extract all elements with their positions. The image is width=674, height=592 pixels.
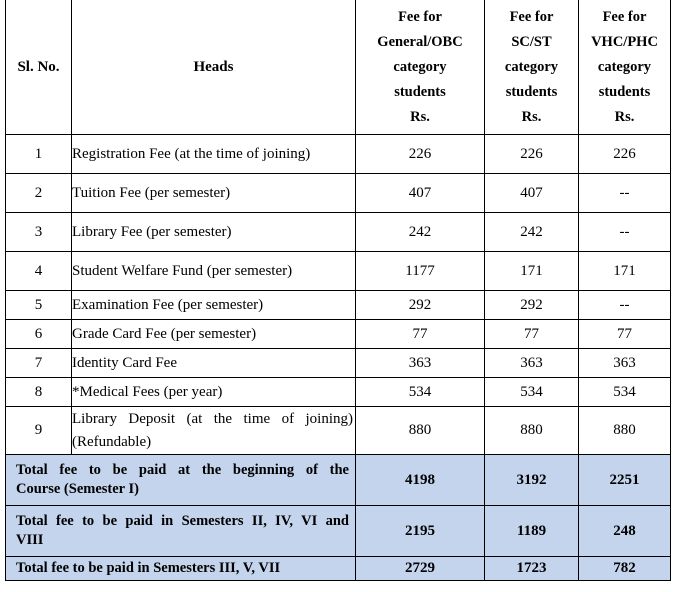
table-row <box>6 291 671 320</box>
total-row-label-line-1: Total fee to be paid in Semesters II, IV, VI and <box>16 513 349 529</box>
column-header-vhc-phc-line-3: category <box>597 58 652 75</box>
cell-head: Tuition Fee (per semester) <box>72 174 356 213</box>
total-row-label <box>6 506 356 557</box>
cell-head-line-1: Library Deposit (at the time of joining) <box>72 410 353 427</box>
column-header-vhc-phc-line-1: Fee for <box>602 8 647 25</box>
total-vhc-phc: 782 <box>579 557 671 581</box>
total-vhc-phc: 248 <box>579 506 671 557</box>
cell-sc-st: 534 <box>485 378 579 407</box>
table-header <box>6 0 671 135</box>
total-general-obc: 4198 <box>356 455 485 506</box>
cell-sc-st: 226 <box>485 135 579 174</box>
cell-sl-no: 6 <box>6 320 72 349</box>
cell-general-obc: 407 <box>356 174 485 213</box>
cell-sc-st: 292 <box>485 291 579 320</box>
cell-sc-st: 242 <box>485 213 579 252</box>
cell-general-obc: 880 <box>356 407 485 455</box>
column-header-sc-st-line-2: SC/ST <box>511 33 552 50</box>
column-header-general-obc-line-2: General/OBC <box>377 33 463 50</box>
total-row <box>6 557 671 581</box>
cell-sl-no: 4 <box>6 252 72 291</box>
cell-head <box>72 407 356 455</box>
cell-general-obc: 534 <box>356 378 485 407</box>
cell-sl-no: 3 <box>6 213 72 252</box>
total-row-label-line-2: VIII <box>16 532 44 548</box>
cell-vhc-phc: -- <box>579 174 671 213</box>
cell-sc-st: 171 <box>485 252 579 291</box>
cell-vhc-phc: -- <box>579 213 671 252</box>
table-row <box>6 252 671 291</box>
cell-general-obc: 77 <box>356 320 485 349</box>
column-header-vhc-phc-line-5: Rs. <box>614 108 635 125</box>
cell-sc-st: 407 <box>485 174 579 213</box>
column-header-general-obc-line-4: students <box>394 83 446 100</box>
cell-sc-st: 880 <box>485 407 579 455</box>
cell-head: Registration Fee (at the time of joining) <box>72 135 356 174</box>
table-row <box>6 320 671 349</box>
total-vhc-phc: 2251 <box>579 455 671 506</box>
column-header-heads: Heads <box>72 0 356 135</box>
total-sc-st: 3192 <box>485 455 579 506</box>
cell-sc-st: 363 <box>485 349 579 378</box>
cell-sl-no: 5 <box>6 291 72 320</box>
cell-head-line-2: (Refundable) <box>72 433 152 450</box>
table-row <box>6 213 671 252</box>
total-row-label-line-1: Total fee to be paid at the beginning of the <box>16 462 349 478</box>
total-row-label <box>6 455 356 506</box>
table-body <box>6 135 671 581</box>
table-row <box>6 407 671 455</box>
column-header-sc-st-line-1: Fee for <box>509 8 554 25</box>
total-sc-st: 1189 <box>485 506 579 557</box>
cell-head: Grade Card Fee (per semester) <box>72 320 356 349</box>
cell-vhc-phc: 880 <box>579 407 671 455</box>
total-row-label-line-2: Course (Semester I) <box>16 481 139 497</box>
cell-sl-no: 8 <box>6 378 72 407</box>
cell-sc-st: 77 <box>485 320 579 349</box>
cell-general-obc: 363 <box>356 349 485 378</box>
cell-sl-no: 7 <box>6 349 72 378</box>
table-row <box>6 174 671 213</box>
cell-sl-no: 1 <box>6 135 72 174</box>
column-header-vhc-phc-line-4: students <box>598 83 651 100</box>
cell-vhc-phc: 534 <box>579 378 671 407</box>
table-row <box>6 378 671 407</box>
cell-vhc-phc: -- <box>579 291 671 320</box>
column-header-sl-no: Sl. No. <box>6 0 72 135</box>
cell-general-obc: 292 <box>356 291 485 320</box>
total-row <box>6 455 671 506</box>
cell-vhc-phc: 226 <box>579 135 671 174</box>
cell-head: *Medical Fees (per year) <box>72 378 356 407</box>
cell-head: Identity Card Fee <box>72 349 356 378</box>
column-header-general-obc-line-1: Fee for <box>398 8 442 25</box>
cell-head: Student Welfare Fund (per semester) <box>72 252 356 291</box>
column-header-sc-st-line-5: Rs. <box>521 108 542 125</box>
column-header-sc-st-line-4: students <box>505 83 558 100</box>
cell-head: Library Fee (per semester) <box>72 213 356 252</box>
cell-general-obc: 226 <box>356 135 485 174</box>
cell-general-obc: 242 <box>356 213 485 252</box>
table-row <box>6 349 671 378</box>
cell-general-obc: 1177 <box>356 252 485 291</box>
column-header-general-obc-line-3: category <box>393 58 447 75</box>
fee-structure-table-container <box>5 0 670 581</box>
total-general-obc: 2195 <box>356 506 485 557</box>
cell-head: Examination Fee (per semester) <box>72 291 356 320</box>
column-header-vhc-phc-line-2: VHC/PHC <box>591 33 658 50</box>
cell-sl-no: 2 <box>6 174 72 213</box>
total-sc-st: 1723 <box>485 557 579 581</box>
fee-structure-table <box>5 0 671 581</box>
total-row <box>6 506 671 557</box>
column-header-vhc-phc <box>579 0 671 135</box>
column-header-general-obc <box>356 0 485 135</box>
cell-vhc-phc: 171 <box>579 252 671 291</box>
column-header-sc-st-line-3: category <box>504 58 559 75</box>
column-header-general-obc-line-5: Rs. <box>410 108 430 125</box>
table-row <box>6 135 671 174</box>
total-row-label: Total fee to be paid in Semesters III, V, VII <box>6 557 356 581</box>
total-general-obc: 2729 <box>356 557 485 581</box>
cell-sl-no: 9 <box>6 407 72 455</box>
table-header-row <box>6 0 671 135</box>
cell-vhc-phc: 77 <box>579 320 671 349</box>
column-header-sc-st <box>485 0 579 135</box>
cell-vhc-phc: 363 <box>579 349 671 378</box>
